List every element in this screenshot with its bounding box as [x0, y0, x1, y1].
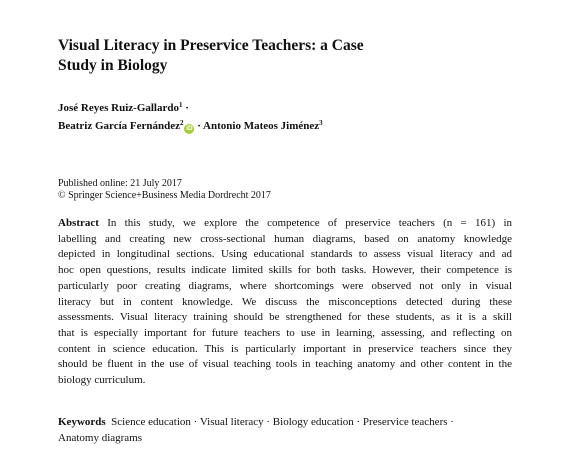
abstract-line: depicted in longitudinal sections. Using educational standards to assess visual literacy and ad — [58, 248, 512, 261]
keywords-line-2: Anatomy diagrams — [58, 432, 143, 444]
author-separator: · — [194, 120, 204, 132]
author-2-name[interactable]: Beatriz García Fernández — [58, 120, 180, 132]
abstract — [58, 216, 512, 389]
abstract-line: labelling and creating new cross-sectional human diagrams, based on anatomy knowledge — [58, 232, 512, 245]
title-line-2: Study in Biology — [58, 57, 168, 74]
copyright-notice: © Springer Science+Business Media Dordrecht 2017 — [58, 190, 271, 201]
publication-info — [58, 178, 458, 202]
paper-title — [58, 36, 478, 76]
title-line-1: Visual Literacy in Preservice Teachers: a Case — [58, 37, 364, 54]
author-line-1 — [58, 98, 538, 116]
orcid-icon[interactable]: iD — [186, 125, 193, 132]
abstract-label: Abstract — [58, 217, 99, 229]
abstract-line: biology curriculum. — [58, 374, 146, 387]
author-3-affiliation: 3 — [319, 119, 323, 127]
keywords — [58, 414, 512, 446]
author-2-affiliation: 2 — [179, 119, 184, 127]
abstract-line: assessments. Visual literacy training should be strengthened for these students, as it is a skill — [58, 311, 512, 324]
keywords-list: Science education · Visual literacy · Biology education · Preservice teachers · — [111, 416, 454, 428]
published-online-date: Published online: 21 July 2017 — [58, 178, 182, 189]
author-list — [58, 98, 538, 134]
author-3-name[interactable]: Antonio Mateos Jiménez — [203, 120, 320, 132]
abstract-line-text: In this study, we explore the competence of preservice teachers (n = 161) in — [107, 217, 513, 229]
author-separator: · — [182, 102, 189, 114]
abstract-line: should be fluent in the use of visual teaching tools in teaching anatomy and other content in the — [58, 358, 512, 371]
abstract-line: hoc open questions, results indicate limited skills for both tasks. However, their competence is — [58, 264, 512, 277]
author-1-name[interactable]: José Reyes Ruiz-Gallardo — [58, 102, 179, 114]
author-line-2 — [58, 116, 538, 134]
abstract-line: literacy but in content knowledge. We discuss the misconceptions detected during these — [58, 295, 512, 308]
keywords-line-1 — [58, 414, 512, 430]
abstract-line: that is especially important for future teachers to use in learning, assessing, and reflecting on — [58, 326, 512, 339]
abstract-line: content in science education. This is particularly important in preservice teachers since they — [58, 342, 512, 355]
abstract-line: particularly poor creating diagrams, where shortcomings were observed not only in visual — [58, 279, 512, 292]
keywords-label: Keywords — [58, 416, 106, 428]
author-1-affiliation: 1 — [178, 101, 183, 109]
abstract-line — [58, 216, 512, 232]
